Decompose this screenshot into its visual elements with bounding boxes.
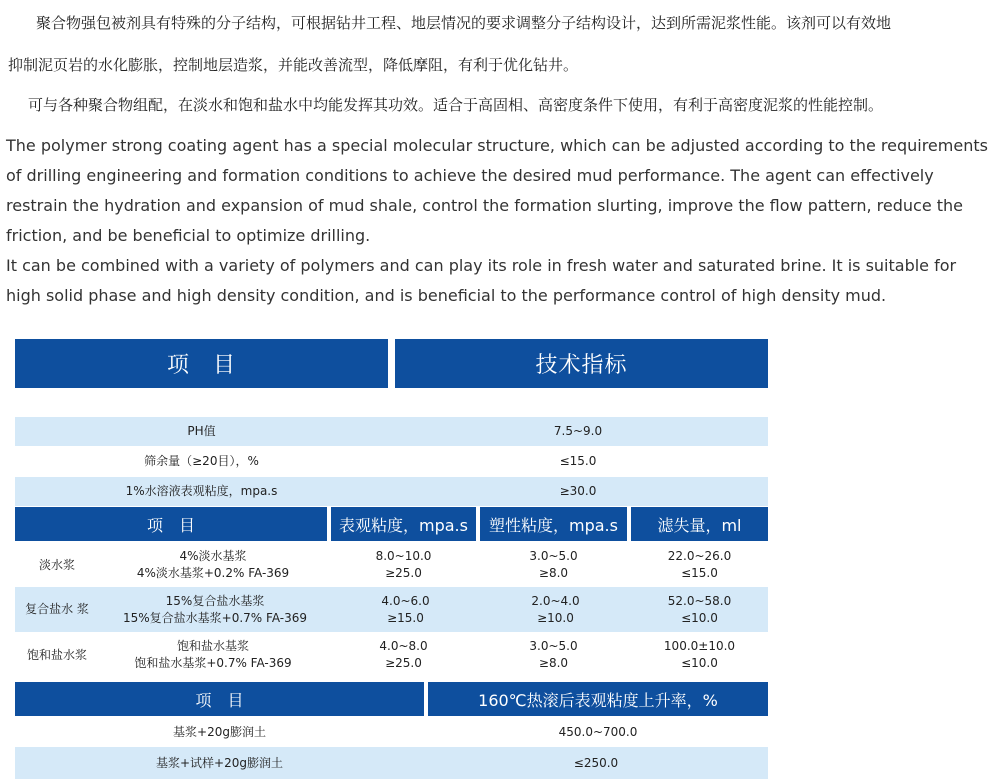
mud-pv-base: 3.0~5.0 — [529, 639, 578, 653]
mud-samples — [99, 587, 331, 632]
basic-row-label: 1%水溶液表观粘度，mpa.s — [15, 477, 388, 506]
roll-header-spec: 160℃热滚后表观粘度上升率，% — [428, 682, 768, 716]
mud-header-av: 表观粘度，mpa.s — [331, 507, 476, 541]
mud-type: 饱和盐水浆 — [15, 632, 99, 678]
mud-samples — [99, 543, 327, 587]
basic-row-value: ≤15.0 — [388, 446, 768, 477]
roll-row-value: 450.0~700.0 — [428, 718, 768, 746]
mud-type: 淡水浆 — [15, 543, 99, 587]
mud-sample-treated: 15%复合盐水基浆+0.7% FA-369 — [122, 610, 307, 625]
mud-samples — [99, 632, 327, 678]
mud-av-base: 8.0~10.0 — [375, 549, 432, 563]
mud-pv — [480, 632, 627, 678]
basic-row-value: ≥30.0 — [388, 477, 768, 506]
mud-pv-treated: ≥8.0 — [538, 656, 569, 670]
mud-fl-base: 100.0±10.0 — [663, 639, 736, 653]
mud-av — [331, 632, 476, 678]
mud-fl-treated: ≤15.0 — [681, 566, 718, 580]
mud-pv — [480, 543, 627, 587]
mud-fl-base: 22.0~26.0 — [667, 549, 732, 563]
mud-fl — [631, 587, 768, 632]
mud-av — [331, 587, 480, 632]
mud-av-base: 4.0~6.0 — [381, 593, 430, 608]
mud-type: 复合盐水 浆 — [15, 587, 99, 632]
intro-en — [6, 131, 991, 311]
roll-row-label: 基浆+试样+20g膨润土 — [15, 747, 424, 779]
mud-sample-base: 15%复合盐水基浆 — [165, 593, 265, 608]
mud-fl-base: 52.0~58.0 — [667, 593, 732, 608]
mud-av-treated: ≥15.0 — [387, 610, 424, 625]
intro-cn-line-1: 聚合物强包被剂具有特殊的分子结构，可根据钻井工程、地层情况的要求调整分子结构设计，达到所需泥浆性能。该剂可以有效地 — [36, 14, 892, 32]
roll-row-value: ≤250.0 — [424, 747, 768, 779]
mud-header-fl: 滤失量，ml — [631, 507, 768, 541]
intro-en-paragraph-2: It can be combined with a variety of polymers and can play its role in fresh water and saturated brine. It is suitable for high solid phase and high density condition, and is beneficial to the performance control of high density mud. — [6, 256, 957, 305]
mud-sample-base: 饱和盐水基浆 — [176, 639, 249, 653]
mud-header-pv: 塑性粘度，mpa.s — [480, 507, 627, 541]
basic-row-value: 7.5~9.0 — [388, 417, 768, 446]
roll-row-label: 基浆+20g膨润土 — [15, 718, 424, 746]
mud-av — [331, 543, 476, 587]
mud-pv — [480, 587, 631, 632]
intro-cn-line-3: 可与各种聚合物组配，在淡水和饱和盐水中均能发挥其功效。适合于高固相、高密度条件下使用，有利于高密度泥浆的性能控制。 — [28, 96, 884, 114]
mud-pv-base: 3.0~5.0 — [529, 549, 578, 563]
mud-fl-treated: ≤10.0 — [681, 610, 718, 625]
mud-fl — [631, 543, 768, 587]
mud-fl — [631, 632, 768, 678]
basic-row-label: 筛余量（≥20目），% — [15, 446, 388, 477]
basic-row-label: PH值 — [15, 417, 388, 446]
mud-av-treated: ≥25.0 — [385, 656, 422, 670]
mud-sample-treated: 4%淡水基浆+0.2% FA-369 — [136, 566, 290, 580]
intro-cn-line-2: 抑制泥页岩的水化膨胀，控制地层造浆，并能改善流型，降低摩阻，有利于优化钻井。 — [8, 56, 579, 74]
mud-av-base: 4.0~8.0 — [379, 639, 428, 653]
mud-pv-treated: ≥10.0 — [537, 610, 574, 625]
mud-pv-treated: ≥8.0 — [538, 566, 569, 580]
mud-pv-base: 2.0~4.0 — [531, 593, 580, 608]
table-header-item: 项 目 — [15, 339, 388, 388]
mud-sample-treated: 饱和盐水基浆+0.7% FA-369 — [134, 656, 292, 670]
mud-av-treated: ≥25.0 — [385, 566, 422, 580]
mud-sample-base: 4%淡水基浆 — [179, 549, 247, 563]
table-header-spec: 技术指标 — [395, 339, 768, 388]
mud-header-item: 项 目 — [15, 507, 327, 541]
intro-en-paragraph-1: The polymer strong coating agent has a special molecular structure, which can be adjusted according to the requirements of drilling engineering and formation conditions to achieve the desired mud performance. The agent can effectively restrain the hydration and expansion of mud shale, control the formation slurting, improve the flow pattern, reduce the friction, and be beneficial to optimize drilling. — [6, 136, 988, 245]
mud-fl-treated: ≤10.0 — [681, 656, 718, 670]
roll-header-item: 项 目 — [15, 682, 424, 716]
